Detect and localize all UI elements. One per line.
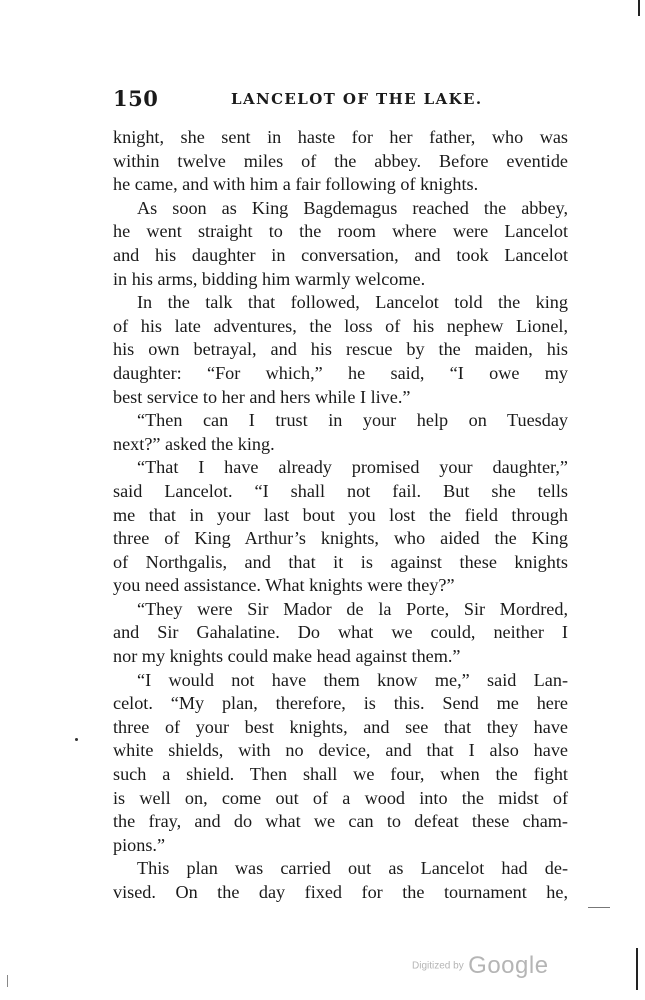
text-line: next?” asked the king.: [113, 433, 275, 454]
text-line: within twelve miles of the abbey. Before eventide: [113, 150, 568, 171]
text-line: is well on, come out of a wood into the midst of: [113, 787, 568, 808]
text-line: “Then can I trust in your help on Tuesday: [137, 410, 568, 431]
text-line: nor my knights could make head against them.”: [113, 646, 461, 667]
text-line: and Sir Gahalatine. Do what we could, neither I: [113, 622, 568, 643]
text-line: you need assistance. What knights were they?”: [113, 575, 455, 596]
digitized-watermark: [412, 952, 549, 980]
text-line: such a shield. Then shall we four, when the fight: [113, 764, 568, 785]
text-line: “They were Sir Mador de la Porte, Sir Mordred,: [137, 598, 568, 619]
text-line: me that in your last bout you lost the field through: [113, 504, 568, 525]
text-line: the fray, and do what we can to defeat these cham-: [113, 811, 568, 832]
text-line: three of your best knights, and see that they have: [113, 716, 568, 737]
edge-mark-left: [7, 975, 8, 987]
running-title: LANCELOT OF THE LAKE.: [231, 90, 483, 108]
edge-mark-bottom: [636, 948, 638, 990]
text-line: “That I have already promised your daughter,”: [137, 457, 568, 478]
body-text: [113, 126, 568, 905]
text-line: of his late adventures, the loss of his nephew Lionel,: [113, 315, 568, 336]
text-line: in his arms, bidding him warmly welcome.: [113, 268, 426, 289]
text-line: best service to her and hers while I live.”: [113, 386, 411, 407]
text-line: his own betrayal, and his rescue by the maiden, his: [113, 339, 568, 360]
text-line: In the talk that followed, Lancelot told the king: [137, 292, 568, 313]
text-line: pions.”: [113, 834, 166, 855]
edge-mark-top: [638, 0, 640, 16]
text-line: daughter: “For which,” he said, “I owe my: [113, 362, 568, 383]
margin-dot: [75, 738, 78, 741]
text-line: celot. “My plan, therefore, is this. Send me here: [113, 693, 568, 714]
text-line: “I would not have them know me,” said Lan-: [137, 669, 568, 690]
digitized-label: Digitized by: [412, 960, 464, 972]
page-number: 150: [113, 86, 159, 111]
text-line: said Lancelot. “I shall not fail. But she tells: [113, 480, 568, 501]
text-line: This plan was carried out as Lancelot had de-: [137, 858, 568, 879]
text-line: knight, she sent in haste for her father, who was: [113, 127, 568, 147]
text-line: As soon as King Bagdemagus reached the abbey,: [137, 197, 568, 218]
text-line: white shields, with no device, and that I also have: [113, 740, 568, 761]
text-line: three of King Arthur’s knights, who aided the King: [113, 528, 568, 549]
page-header: [113, 86, 568, 114]
stray-dash: [588, 907, 610, 908]
text-line: of Northgalis, and that it is against these knights: [113, 551, 568, 572]
google-logo: Google: [468, 952, 549, 979]
text-line: vised. On the day fixed for the tournament he,: [113, 882, 568, 902]
text-line: he went straight to the room where were Lancelot: [113, 221, 568, 242]
text-line: he came, and with him a fair following of knights.: [113, 174, 479, 195]
text-line: and his daughter in conversation, and took Lancelot: [113, 244, 568, 265]
